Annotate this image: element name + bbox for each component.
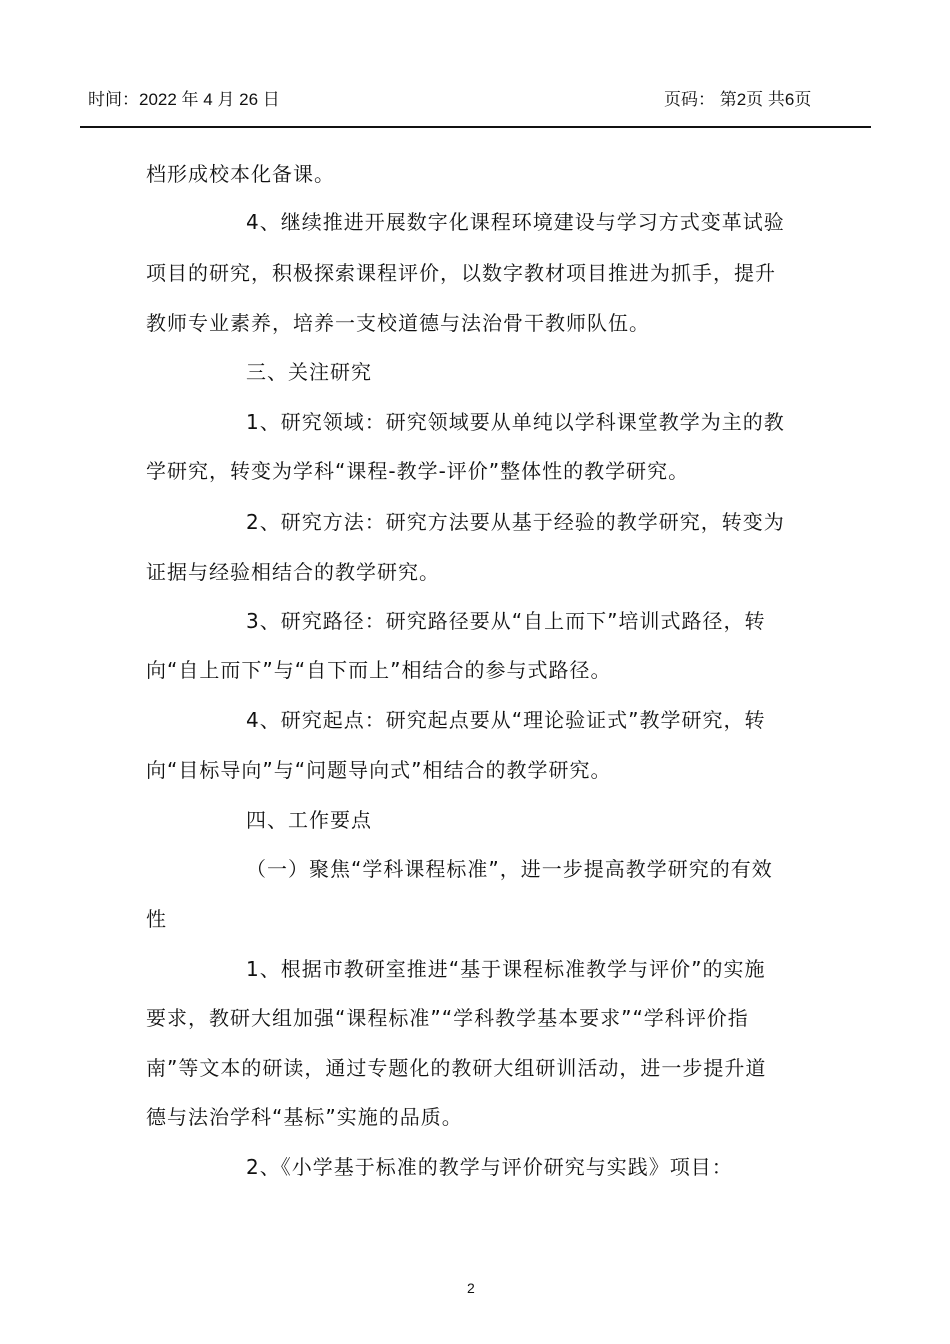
subsection-heading: （一）聚焦“学科课程标准”，进一步提高教学研究的有效 <box>246 857 773 881</box>
header-divider <box>80 126 871 128</box>
page-number: 2 <box>467 1280 475 1296</box>
body-line: 3、研究路径：研究路径要从“自上而下”培训式路径，转 <box>246 609 766 633</box>
body-line: 档形成校本化备课。 <box>146 162 335 186</box>
body-line: 要求，教研大组加强“课程标准”“学科教学基本要求”“学科评价指 <box>146 1006 749 1030</box>
body-line: 2、《小学基于标准的教学与评价研究与实践》项目： <box>246 1155 733 1179</box>
section-heading: 四、工作要点 <box>246 808 372 832</box>
body-line: 2、研究方法：研究方法要从基于经验的教学研究，转变为 <box>246 510 785 534</box>
header-date: 时间：2022 年 4 月 26 日 <box>88 90 280 109</box>
body-line: 德与法治学科“基标”实施的品质。 <box>146 1105 463 1129</box>
body-line: 1、研究领域：研究领域要从单纯以学科课堂教学为主的教 <box>246 410 785 434</box>
section-heading: 三、关注研究 <box>246 360 372 384</box>
body-line: 1、根据市教研室推进“基于课程标准教学与评价”的实施 <box>246 957 766 981</box>
header-page-info: 页码： 第2页 共6页 <box>664 90 812 109</box>
body-line: 向“自上而下”与“自下而上”相结合的参与式路径。 <box>146 658 612 682</box>
body-line: 项目的研究，积极探索课程评价，以数字教材项目推进为抓手，提升 <box>146 261 776 285</box>
subsection-heading-continued: 性 <box>146 907 167 931</box>
body-line: 学研究，转变为学科“课程-教学-评价”整体性的教学研究。 <box>146 459 690 483</box>
body-line: 向“目标导向”与“问题导向式”相结合的教学研究。 <box>146 758 612 782</box>
body-line: 教师专业素养，培养一支校道德与法治骨干教师队伍。 <box>146 311 650 335</box>
body-line: 4、研究起点：研究起点要从“理论验证式”教学研究，转 <box>246 708 766 732</box>
body-line: 南”等文本的研读，通过专题化的教研大组研训活动，进一步提升道 <box>146 1056 767 1080</box>
body-line: 4、继续推进开展数字化课程环境建设与学习方式变革试验 <box>246 210 785 234</box>
body-line: 证据与经验相结合的教学研究。 <box>146 560 440 584</box>
